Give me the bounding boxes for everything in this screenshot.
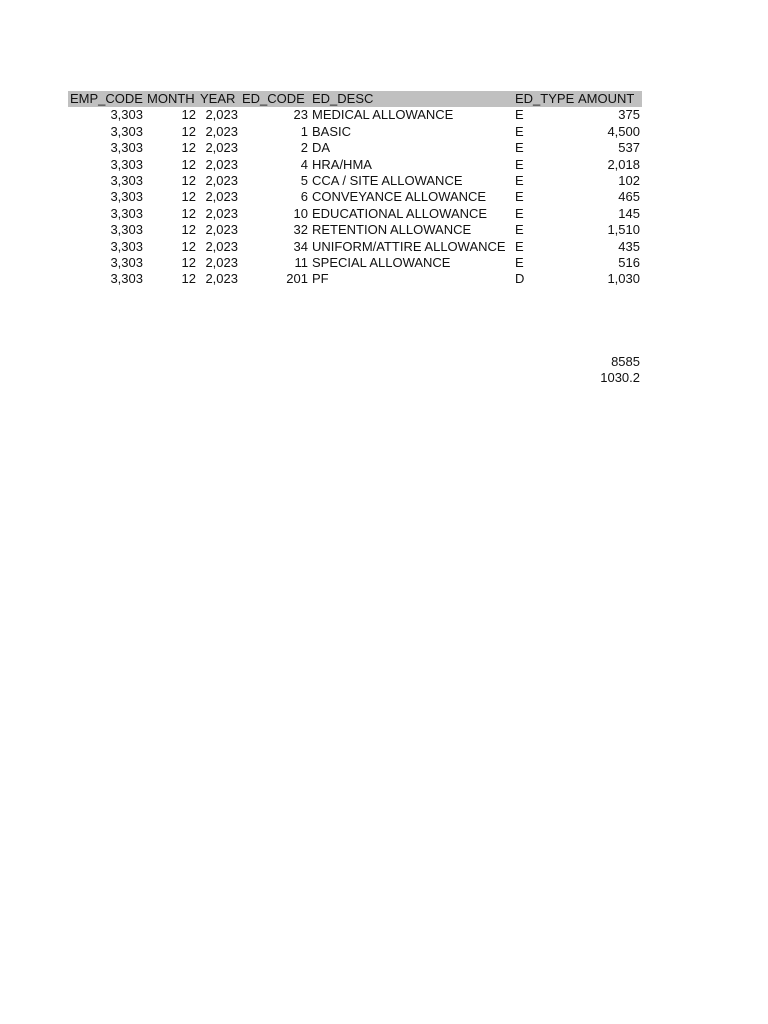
cell-ed-type: E (515, 107, 524, 123)
cell-month: 12 (181, 107, 196, 123)
cell-ed-desc: EDUCATIONAL ALLOWANCE (312, 205, 488, 221)
header-month: MONTH (147, 91, 195, 106)
cell-emp-code: 3,303 (110, 156, 143, 172)
cell-amount: 537 (618, 140, 640, 156)
cell-amount: 1,030 (607, 271, 640, 287)
table-body (68, 107, 642, 287)
cell-month: 12 (181, 189, 196, 205)
cell-ed-type: E (515, 140, 524, 156)
cell-month: 12 (181, 173, 196, 189)
table-row (68, 157, 642, 173)
total-deductions: 1030.2 (600, 370, 640, 386)
cell-emp-code: 3,303 (110, 238, 143, 254)
header-ed-type: ED_TYPE (515, 91, 575, 106)
header-emp-code: EMP_CODE (70, 91, 143, 106)
cell-month: 12 (181, 271, 196, 287)
cell-year: 2,023 (205, 123, 238, 139)
cell-amount: 102 (618, 173, 640, 189)
cell-ed-desc: DA (312, 140, 331, 156)
cell-ed-code: 4 (300, 156, 308, 172)
earnings-deductions-table (68, 91, 642, 288)
cell-amount: 516 (618, 255, 640, 271)
cell-month: 12 (181, 123, 196, 139)
cell-ed-desc: PF (312, 271, 329, 287)
cell-emp-code: 3,303 (110, 271, 143, 287)
cell-emp-code: 3,303 (110, 107, 143, 123)
cell-amount: 2,018 (607, 156, 640, 172)
cell-amount: 145 (618, 205, 640, 221)
cell-ed-desc: MEDICAL ALLOWANCE (312, 107, 454, 123)
totals-block (560, 354, 640, 387)
cell-ed-type: E (515, 173, 524, 189)
header-ed-code: ED_CODE (242, 91, 305, 106)
cell-year: 2,023 (205, 255, 238, 271)
cell-year: 2,023 (205, 107, 238, 123)
table-row (68, 124, 642, 140)
table-row (68, 222, 642, 238)
header-row (68, 91, 642, 107)
cell-ed-code: 32 (293, 222, 308, 238)
cell-amount: 435 (618, 238, 640, 254)
cell-year: 2,023 (205, 156, 238, 172)
table-row (68, 271, 642, 287)
cell-ed-type: E (515, 255, 524, 271)
cell-ed-code: 34 (293, 238, 308, 254)
table-row (68, 239, 642, 255)
cell-ed-type: E (515, 238, 524, 254)
cell-month: 12 (181, 255, 196, 271)
cell-month: 12 (181, 238, 196, 254)
cell-ed-code: 5 (300, 173, 308, 189)
cell-emp-code: 3,303 (110, 140, 143, 156)
cell-emp-code: 3,303 (110, 205, 143, 221)
cell-ed-desc: CONVEYANCE ALLOWANCE (312, 189, 487, 205)
cell-ed-desc: CCA / SITE ALLOWANCE (312, 173, 463, 189)
cell-ed-type: E (515, 156, 524, 172)
cell-emp-code: 3,303 (110, 123, 143, 139)
cell-ed-desc: SPECIAL ALLOWANCE (312, 255, 451, 271)
cell-emp-code: 3,303 (110, 189, 143, 205)
cell-ed-code: 1 (300, 123, 308, 139)
table-row (68, 107, 642, 123)
header-year: YEAR (200, 91, 236, 106)
cell-ed-code: 2 (300, 140, 308, 156)
cell-amount: 465 (618, 189, 640, 205)
cell-amount: 4,500 (607, 123, 640, 139)
cell-emp-code: 3,303 (110, 173, 143, 189)
cell-year: 2,023 (205, 205, 238, 221)
cell-ed-desc: BASIC (312, 123, 352, 139)
table-row (68, 140, 642, 156)
table-row (68, 189, 642, 205)
cell-month: 12 (181, 156, 196, 172)
cell-ed-desc: HRA/HMA (312, 156, 372, 172)
cell-month: 12 (181, 140, 196, 156)
spreadsheet-sheet (68, 91, 642, 288)
header-ed-desc: ED_DESC (312, 91, 374, 106)
total-earnings: 8585 (611, 354, 640, 369)
cell-ed-code: 201 (286, 271, 308, 287)
cell-year: 2,023 (205, 189, 238, 205)
cell-ed-type: D (515, 271, 525, 287)
cell-emp-code: 3,303 (110, 255, 143, 271)
table-row (68, 206, 642, 222)
cell-ed-code: 10 (293, 205, 308, 221)
cell-year: 2,023 (205, 140, 238, 156)
cell-month: 12 (181, 205, 196, 221)
cell-ed-type: E (515, 222, 524, 238)
table-row (68, 255, 642, 271)
cell-ed-desc: RETENTION ALLOWANCE (312, 222, 472, 238)
table-row (68, 173, 642, 189)
cell-emp-code: 3,303 (110, 222, 143, 238)
cell-ed-desc: UNIFORM/ATTIRE ALLOWANCE (312, 238, 506, 254)
cell-amount: 375 (618, 107, 640, 123)
cell-year: 2,023 (205, 222, 238, 238)
cell-ed-type: E (515, 189, 524, 205)
cell-ed-code: 6 (300, 189, 308, 205)
cell-year: 2,023 (205, 173, 238, 189)
cell-amount: 1,510 (607, 222, 640, 238)
cell-ed-code: 11 (294, 255, 308, 271)
cell-year: 2,023 (205, 271, 238, 287)
cell-year: 2,023 (205, 238, 238, 254)
cell-month: 12 (181, 222, 196, 238)
cell-ed-code: 23 (293, 107, 308, 123)
cell-ed-type: E (515, 123, 524, 139)
header-amount: AMOUNT (578, 91, 635, 106)
cell-ed-type: E (515, 205, 524, 221)
